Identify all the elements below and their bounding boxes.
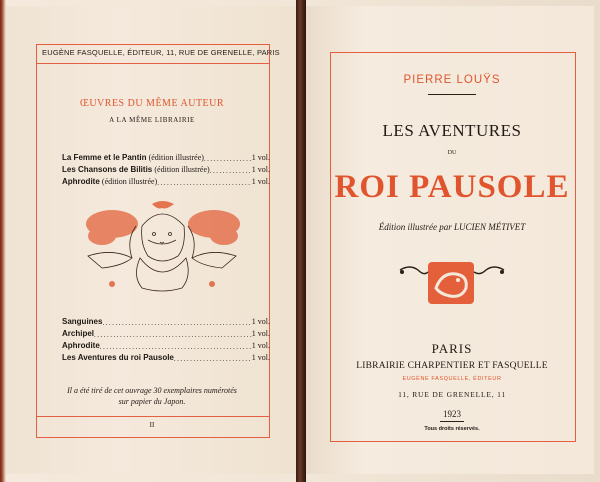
woman-vignette-illustration	[82, 196, 242, 296]
book-title: Les Chansons de Bilitis	[62, 165, 153, 174]
top-rule	[36, 63, 269, 64]
limited-edition-note-line1: Il a été tiré de cet ouvrage 30 exemplaires numérotés	[67, 386, 237, 395]
book-volume: 1 vol.	[251, 317, 270, 326]
right-page-frame	[330, 52, 576, 442]
book-note: (édition illustrée)	[101, 177, 158, 186]
book-title: Archipel	[62, 329, 95, 338]
book-volume: 1 vol.	[251, 177, 270, 186]
list-item	[62, 329, 270, 339]
right-page	[306, 6, 594, 474]
list-item	[62, 341, 270, 351]
title-line-1: LES AVENTURES	[382, 121, 522, 140]
author-rule	[428, 94, 476, 95]
works-heading: ŒUVRES DU MÊME AUTEUR	[79, 98, 225, 109]
book-volume: 1 vol.	[251, 165, 270, 174]
year-rule	[440, 421, 464, 422]
book-volume: 1 vol.	[251, 329, 270, 338]
author-name: PIERRE LOUŸS	[403, 74, 501, 86]
page-number: II	[149, 421, 155, 429]
works-subheading: A LA MÊME LIBRAIRIE	[109, 116, 195, 124]
limited-edition-note-line2: sur papier du Japon.	[118, 397, 186, 406]
book-title: Aphrodite	[62, 341, 100, 350]
book-note: (édition illustrée)	[148, 153, 204, 162]
publication-year: 1923	[443, 409, 461, 419]
book-volume: 1 vol.	[251, 153, 270, 162]
main-title: ROI PAUSOLE	[334, 169, 570, 205]
address-line: 11, RUE DE GRENELLE, 11	[398, 390, 506, 399]
list-item	[62, 317, 270, 327]
book-title: Les Aventures du roi Pausole	[62, 353, 174, 362]
publisher-line: EUGÈNE FASQUELLE, ÉDITEUR, 11, RUE DE GRENELLE, PARIS	[42, 48, 280, 57]
book-note: (édition illustrée)	[154, 165, 210, 174]
list-item	[62, 153, 270, 163]
book-volume: 1 vol.	[251, 353, 270, 362]
publisher-name: LIBRAIRIE CHARPENTIER ET FASQUELLE	[356, 361, 548, 371]
left-page	[6, 6, 296, 474]
list-item	[62, 353, 270, 363]
imprint-line: EUGÈNE FASQUELLE, ÉDITEUR	[402, 376, 502, 382]
book-title: La Femme et le Pantin	[62, 153, 147, 162]
city-name: PARIS	[431, 341, 473, 356]
book-title: Aphrodite	[62, 177, 100, 186]
book-volume: 1 vol.	[251, 341, 270, 350]
book-title: Sanguines	[62, 317, 103, 326]
book-gutter	[296, 0, 306, 482]
list-item	[62, 177, 270, 187]
title-connector: DU	[447, 150, 457, 156]
bird-ornament-icon	[396, 258, 508, 308]
rights-notice: Tous droits réservés.	[424, 426, 480, 432]
edition-line: Édition illustrée par LUCIEN MÉTIVET	[378, 222, 526, 232]
list-item	[62, 165, 270, 175]
bottom-rule	[36, 416, 269, 417]
